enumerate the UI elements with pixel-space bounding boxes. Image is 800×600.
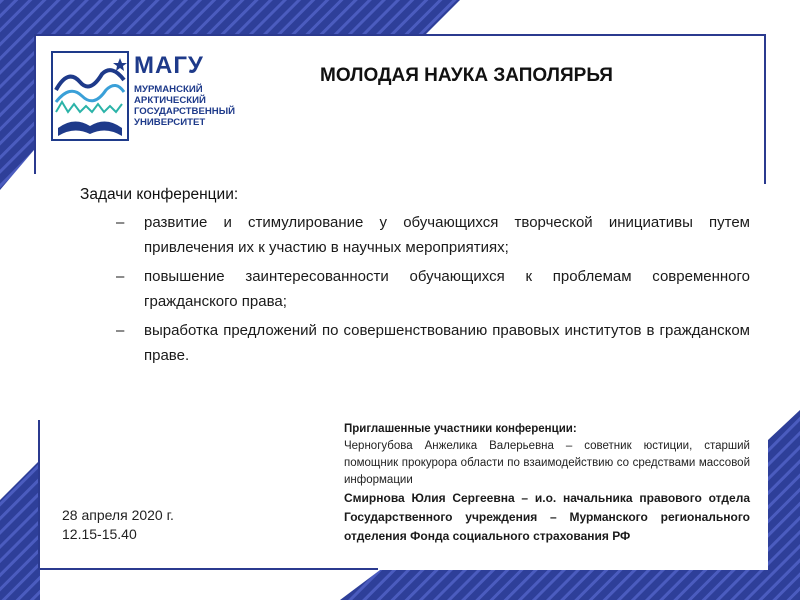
bottom-left-stripes bbox=[0, 460, 40, 600]
logo-name: МАГУ bbox=[134, 52, 204, 79]
task-text: повышение заинтересованности обучающихся к проблемам современного гражданского права; bbox=[144, 268, 750, 310]
event-day: 28 апреля 2020 г. bbox=[62, 507, 174, 523]
logo-subtitle: МУРМАНСКИЙ АРКТИЧЕСКИЙ ГОСУДАРСТВЕННЫЙ УНИВЕРСИТЕТ bbox=[134, 84, 236, 128]
task-text: развитие и стимулирование у обучающихся творческой инициативы путем привлечения их к участию в научных мероприятиях; bbox=[144, 214, 750, 256]
event-date bbox=[62, 506, 174, 544]
frame-left-line bbox=[34, 34, 36, 174]
bullet-dash: – bbox=[116, 214, 125, 231]
university-logo bbox=[50, 50, 250, 145]
logo-emblem-icon bbox=[50, 50, 130, 142]
bullet-dash: – bbox=[116, 268, 125, 285]
task-text: выработка предложений по совершенствованию правовых институтов в гражданском праве. bbox=[144, 322, 750, 364]
guests-title: Приглашенные участники конференции: bbox=[344, 423, 577, 435]
guests-section bbox=[344, 421, 750, 546]
task-item bbox=[80, 264, 750, 314]
tasks-section bbox=[80, 186, 750, 372]
top-left-stripes bbox=[0, 0, 460, 36]
guest-1: Черногубова Анжелика Валерьевна – советник юстиции, старший помощник прокурора области по взаимодействию со средствами массовой информации bbox=[344, 440, 750, 486]
frame-bottom-left-line bbox=[38, 420, 40, 570]
frame-right-line bbox=[764, 34, 766, 184]
task-item bbox=[80, 318, 750, 368]
task-item bbox=[80, 210, 750, 260]
tasks-heading: Задачи конференции: bbox=[80, 186, 239, 203]
frame-bottom-line bbox=[38, 568, 378, 570]
bullet-dash: – bbox=[116, 322, 125, 339]
left-stripes bbox=[0, 0, 34, 190]
guest-2: Смирнова Юлия Сергеевна – и.о. начальника правового отдела Государственного учреждения – Мурманского регионального отделения Фонда социального страхования РФ bbox=[344, 491, 750, 543]
frame-top-line bbox=[34, 34, 764, 36]
event-time: 12.15-15.40 bbox=[62, 526, 137, 542]
page-title: МОЛОДАЯ НАУКА ЗАПОЛЯРЬЯ bbox=[320, 65, 613, 86]
